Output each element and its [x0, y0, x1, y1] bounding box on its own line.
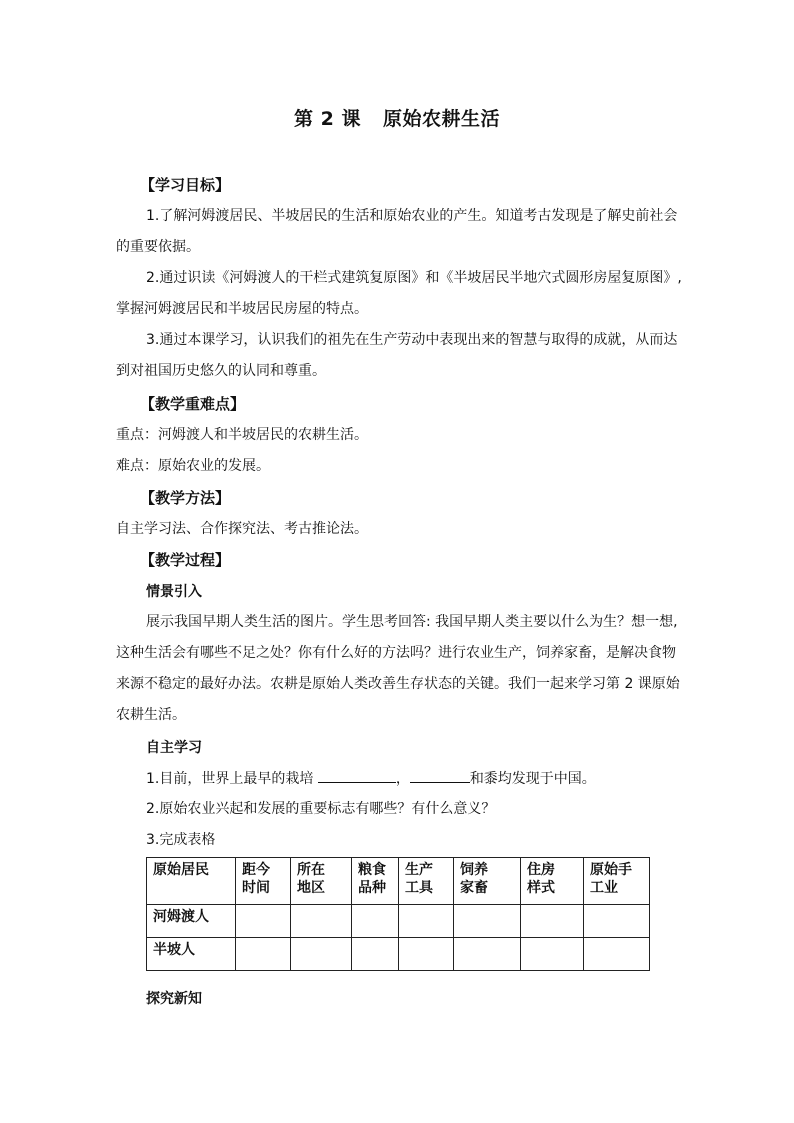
lesson-name: 原始农耕生活 [382, 108, 500, 130]
goal-3-line-1: 3.通过本课学习，认识我们的祖先在生产劳动中表现出来的智慧与取得的成就，从而达 [146, 332, 678, 348]
section-process: 【教学过程】 [140, 551, 231, 569]
table-cell[interactable] [236, 938, 291, 971]
header-region: 所在 地区 [291, 858, 352, 905]
table-cell[interactable] [454, 938, 521, 971]
row-label-hemudu: 河姆渡人 [147, 905, 236, 938]
table-cell[interactable] [521, 905, 584, 938]
goal-2-line-1: 2.通过识读《河姆渡人的干栏式建筑复原图》和《半坡居民半地穴式圆形房屋复原图》, [146, 270, 682, 286]
section-goals: 【学习目标】 [140, 176, 231, 194]
table-cell[interactable] [454, 905, 521, 938]
lesson-number: 第 2 课 [294, 108, 361, 130]
question-1-separator: ， [395, 771, 410, 787]
section-method: 【教学方法】 [140, 489, 231, 507]
intro-line-2: 这种生活会有哪些不足之处？你有什么好的方法吗？进行农业生产，饲养家畜，是解决食物 [116, 645, 676, 661]
key-focus: 重点：河姆渡人和半坡居民的农耕生活。 [116, 427, 368, 443]
section-key-points: 【教学重难点】 [140, 395, 246, 413]
question-1-suffix: 和黍均发现于中国。 [469, 771, 596, 787]
row-label-banpo: 半坡人 [147, 938, 236, 971]
header-time: 距今 时间 [236, 858, 291, 905]
question-1 [146, 768, 596, 789]
header-crops: 粮食 品种 [352, 858, 399, 905]
table-cell[interactable] [399, 905, 454, 938]
table-cell[interactable] [291, 905, 352, 938]
goal-1-line-2: 的重要依据。 [116, 239, 200, 255]
self-study-heading: 自主学习 [146, 740, 202, 756]
question-2: 2.原始农业兴起和发展的重要标志有哪些？有什么意义？ [146, 801, 496, 817]
page-title [0, 104, 794, 131]
table-cell[interactable] [352, 938, 399, 971]
method-text: 自主学习法、合作探究法、考古推论法。 [116, 521, 368, 537]
header-tools: 生产 工具 [399, 858, 454, 905]
table-cell[interactable] [521, 938, 584, 971]
intro-line-3: 来源不稳定的最好办法。农耕是原始人类改善生存状态的关键。我们一起来学习第 2 课原始 [116, 676, 680, 692]
answer-blank-2[interactable] [410, 768, 470, 783]
table-header-row [147, 858, 650, 905]
intro-heading: 情景引入 [146, 584, 202, 600]
question-3: 3.完成表格 [146, 832, 216, 848]
table-cell[interactable] [584, 938, 650, 971]
header-handicraft: 原始手 工业 [584, 858, 650, 905]
table-cell[interactable] [352, 905, 399, 938]
question-1-prefix: 1.目前，世界上最早的栽培 [146, 771, 314, 787]
table-cell[interactable] [236, 905, 291, 938]
table-cell[interactable] [399, 938, 454, 971]
goal-3-line-2: 到对祖国历史悠久的认同和尊重。 [116, 363, 326, 379]
header-livestock: 饲养 家畜 [454, 858, 521, 905]
table-cell[interactable] [291, 938, 352, 971]
goal-2-line-2: 掌握河姆渡居民和半坡居民房屋的特点。 [116, 301, 368, 317]
table-cell[interactable] [584, 905, 650, 938]
answer-blank-1[interactable] [318, 768, 396, 783]
explore-heading: 探究新知 [146, 991, 202, 1007]
key-difficulty: 难点：原始农业的发展。 [116, 458, 270, 474]
table-row [147, 938, 650, 971]
residents-table [146, 857, 650, 971]
intro-line-4: 农耕生活。 [116, 707, 186, 723]
intro-line-1: 展示我国早期人类生活的图片。学生思考回答: 我国早期人类主要以什么为生？想一想, [146, 614, 678, 630]
header-housing: 住房 样式 [521, 858, 584, 905]
table-row [147, 905, 650, 938]
goal-1-line-1: 1.了解河姆渡居民、半坡居民的生活和原始农业的产生。知道考古发现是了解史前社会 [146, 208, 678, 224]
header-residents: 原始居民 [147, 858, 236, 905]
